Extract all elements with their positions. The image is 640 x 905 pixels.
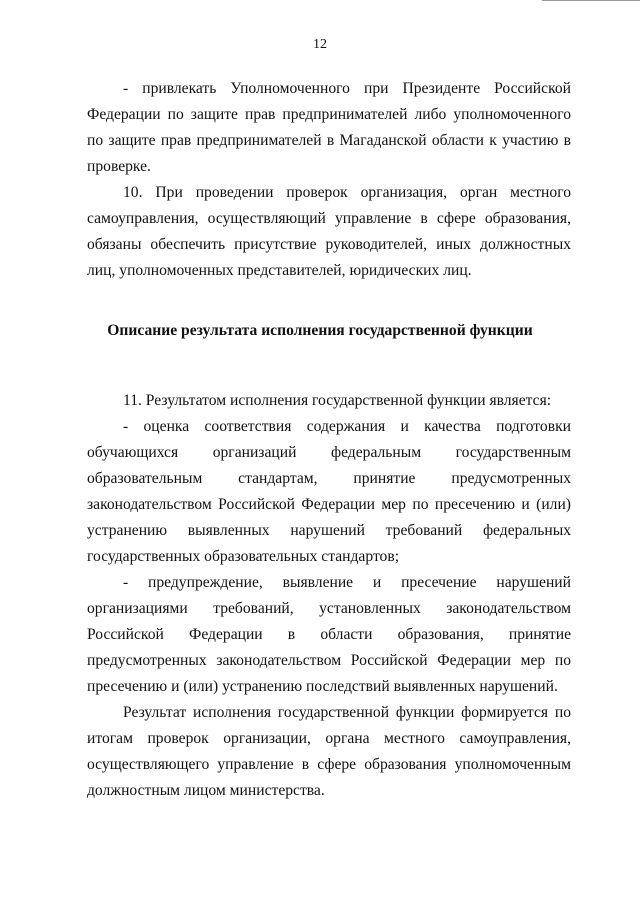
page-number: 12: [313, 37, 327, 52]
paragraph-assessment: - оценка соответствия содержания и качества подготовки обучающихся организаций федеральным государственным образовательным стандартам, принятие предусмотренных законодательством Российской Федерации мер по пресечению и (или) устранению выявленных нарушений требований федеральных государственных образовательных стандартов;: [87, 418, 571, 565]
text-block-upper: [87, 76, 571, 284]
paragraph-notify-ombudsman: - привлекать Уполномоченного при Президенте Российской Федерации по защите прав предпринимателей либо уполномоченного по защите прав предпринимателей в Магаданской области к участию в проверке.: [87, 80, 571, 175]
paragraph-item-11: 11. Результатом исполнения государственной функции является:: [123, 392, 552, 409]
text-block-lower: [87, 388, 571, 804]
corner-scan-mark: [542, 0, 640, 4]
paragraph-item-10: 10. При проведении проверок организация, орган местного самоуправления, осуществляющий управление в сфере образования, обязаны обеспечить присутствие руководителей, иных должностных лиц, уполномоченных представителей, юридических лиц.: [87, 184, 571, 279]
section-heading: Описание результата исполнения государственной функции: [107, 322, 533, 339]
paragraph-prevention: - предупреждение, выявление и пресечение нарушений организациями требований, установленных законодательством Российской Федерации в области образования, принятие предусмотренных законодательством Российской Федерации мер по пресечению и (или) устранению последствий выявленных нарушений.: [87, 574, 571, 695]
paragraph-result-formation: Результат исполнения государственной функции формируется по итогам проверок организации, органа местного самоуправления, осуществляющего управление в сфере образования уполномоченным должностным лицом министерства.: [87, 704, 571, 799]
